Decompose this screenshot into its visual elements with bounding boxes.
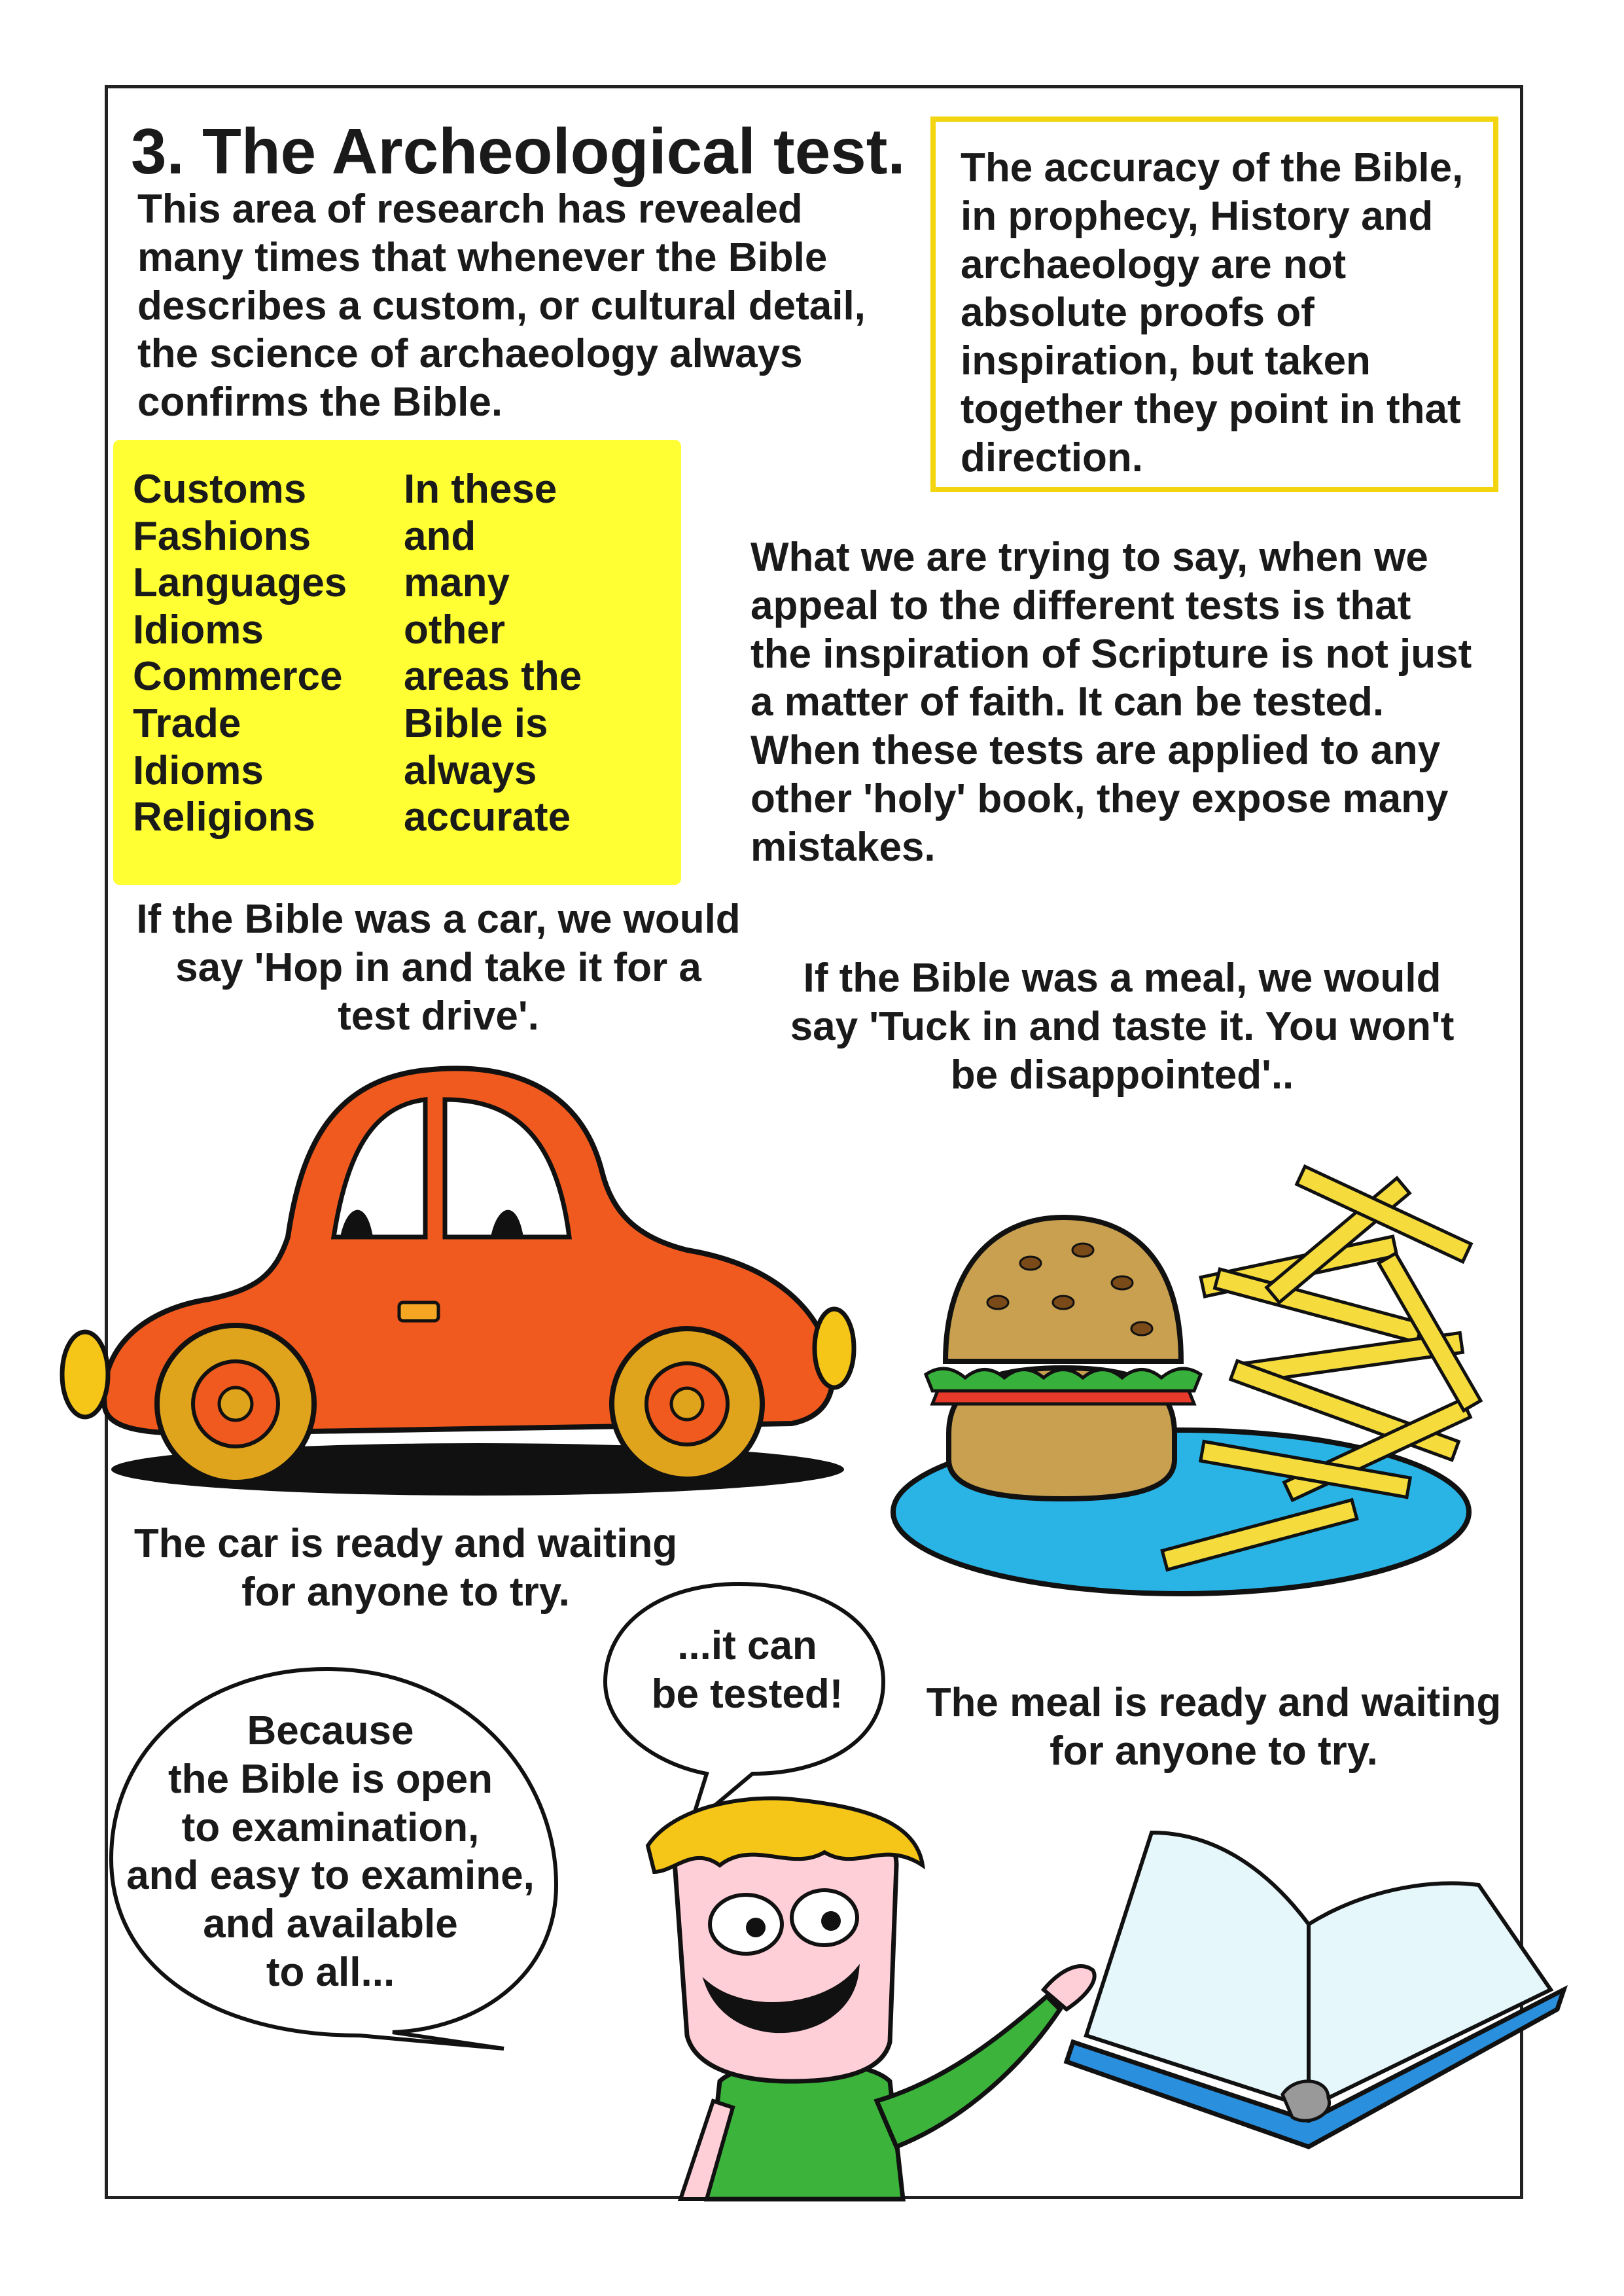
boy-eye-left [710,1895,782,1954]
burger-top-bun [945,1217,1181,1361]
areas-list-item: Idioms [133,607,264,653]
car-caption-line: The car is ready and waiting [133,1521,678,1566]
speech-left-line: to all... [266,1949,395,1995]
tests-line: When these tests are applied to any [750,728,1441,774]
meal-caption-line: for anyone to try. [1050,1728,1378,1774]
areas-list-item: Commerce [133,654,343,700]
note-line: The accuracy of the Bible, [961,145,1464,190]
meal-quote-line: If the Bible was a meal, we would [803,956,1441,1001]
car-door-handle [399,1302,438,1321]
speech-left-line: Because [247,1708,414,1753]
areas-note-line: other [404,607,505,653]
intro-line: the science of archaeology always [137,331,803,377]
car-taillight [815,1309,854,1388]
note-line: in prophecy, History and [961,193,1434,239]
boy-pupil [746,1918,766,1937]
areas-list-item: Languages [133,560,347,606]
book-ribbon [1282,2081,1330,2121]
speech-right-line: ...it can [677,1623,817,1668]
areas-list-item: Fashions [133,513,311,559]
areas-note-line: In these [404,467,557,512]
car-caption-line: for anyone to try. [241,1569,570,1615]
areas-list [133,466,347,841]
speech-right-text [610,1622,885,1719]
meal-caption-line: The meal is ready and waiting [926,1680,1502,1725]
speech-left-line: and available [203,1901,458,1947]
areas-list-item: Idioms [133,747,264,793]
car-hub-center [219,1388,252,1420]
note-line: archaeology are not [961,242,1347,287]
areas-list-item: Customs [133,467,307,512]
note-line: absolute proofs of [961,290,1315,336]
intro-line: describes a custom, or cultural detail, [137,283,866,329]
areas-list-item: Trade [133,701,241,747]
areas-note-line: accurate [404,795,571,840]
speech-left-line: to examination, [181,1804,480,1850]
tests-line: a matter of faith. It can be tested. [750,679,1385,725]
meal-quote-line: say 'Tuck in and taste it. You won't [790,1003,1455,1049]
speech-left-line: and easy to examine, [126,1853,535,1899]
seed [987,1296,1008,1309]
intro-text [137,185,909,427]
areas-note-line: Bible is [404,701,548,747]
note-line: inspiration, but taken [961,338,1371,384]
note-line: together they point in that [961,386,1461,432]
note-text [961,144,1463,482]
burger-lettuce [926,1369,1201,1391]
tests-line: appeal to the different tests is that [750,583,1411,628]
car-headlight [62,1332,108,1417]
areas-note-line: always [404,747,537,793]
car-hub-center [671,1388,703,1420]
boy-arm [877,1996,1060,2147]
intro-line: This area of research has revealed [137,187,803,232]
meal-caption [906,1679,1521,1776]
areas-note [404,466,582,841]
book-illustration [1060,1820,1577,2160]
areas-note-line: many [404,560,510,606]
intro-line: many times that whenever the Bible [137,234,828,280]
seed [1053,1296,1074,1309]
meal-illustration [887,1152,1534,1604]
areas-note-line: areas the [404,654,582,700]
intro-line: confirms the Bible. [137,380,503,425]
tests-paragraph [750,533,1472,871]
areas-box [113,440,681,885]
car-quote-line: test drive'. [338,993,539,1039]
seed [1020,1257,1041,1270]
areas-note-line: and [404,513,476,559]
boy-pupil [821,1911,841,1931]
tests-line: mistakes. [750,824,936,870]
tests-line: other 'holy' book, they expose many [750,776,1449,821]
note-box [930,117,1498,492]
seed [1112,1276,1133,1289]
seed [1131,1322,1152,1335]
note-line: direction. [961,435,1144,480]
tests-line: the inspiration of Scripture is not just [750,631,1472,677]
speech-left-line: the Bible is open [168,1756,493,1802]
seed [1072,1244,1093,1257]
speech-right-line: be tested! [651,1671,843,1717]
areas-list-item: Religions [133,795,316,840]
meal-quote-line: be disappointed'.. [950,1052,1294,1098]
speech-left-text [111,1707,550,1997]
car-quote-line: If the Bible was a car, we would [136,897,741,942]
page-title: 3. The Archeological test. [131,115,906,187]
car-quote [118,895,759,1040]
car-illustration [59,1041,877,1512]
car-quote-line: say 'Hop in and take it for a [175,944,701,990]
tests-line: What we are trying to say, when we [750,535,1428,580]
